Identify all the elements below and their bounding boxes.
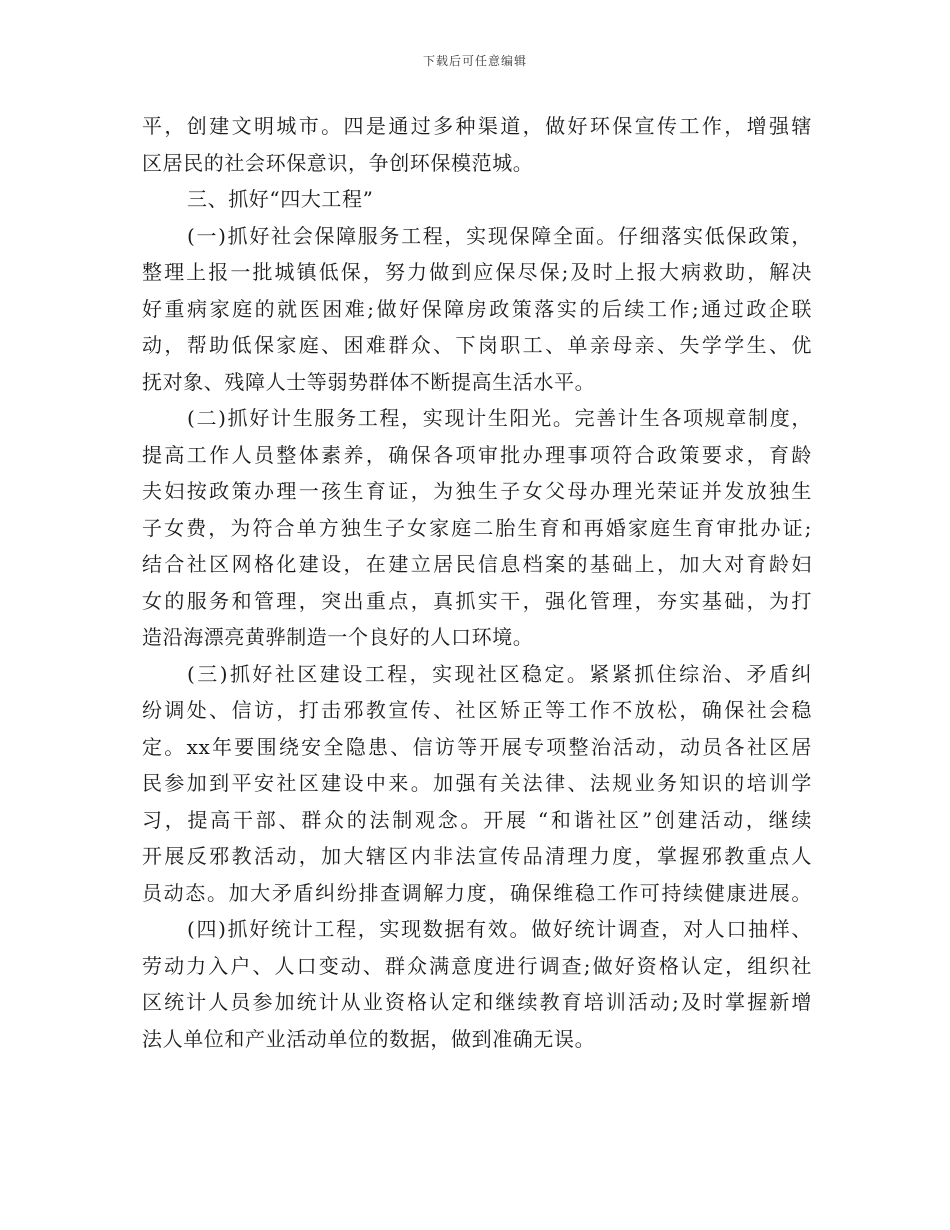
- text-line: 抚对象、残障人士等弱势群体不断提高生活水平。: [142, 369, 596, 394]
- text-line: (三)抓好社区建设工程，实现社区稳定。紧紧抓住综治、矛盾纠: [187, 661, 812, 686]
- text-line: 子女费，为符合单方独生子女家庭二胎生育和再婚家庭生育审批办证;: [142, 515, 812, 540]
- text-line: 好重病家庭的就医困难;做好保障房政策落实的后续工作;通过政企联: [142, 296, 812, 321]
- text-line: (四)抓好统计工程，实现数据有效。做好统计调查，对人口抽样、: [187, 917, 812, 941]
- text-line: 开展反邪教活动，加大辖区内非法宣传品清理力度，掌握邪教重点人: [142, 844, 812, 868]
- text-line: 动，帮助低保家庭、困难群众、下岗职工、单亲母亲、失学学生、优: [142, 333, 812, 357]
- text-line: 习，提高干部、群众的法制观念。开展 “和谐社区”创建活动，继续: [142, 807, 812, 832]
- text-line: 夫妇按政策办理一孩生育证，为独生子女父母办理光荣证并发放独生: [142, 479, 812, 503]
- text-line: 整理上报一批城镇低保，努力做到应保尽保;及时上报大病救助，解决: [142, 260, 812, 284]
- text-line: 女的服务和管理，突出重点，真抓实干，强化管理，夯实基础，为打: [142, 588, 812, 613]
- text-line: 劳动力入户、人口变动、群众满意度进行调查;做好资格认定，组织社: [142, 953, 812, 978]
- document-body: [142, 108, 812, 1057]
- text-line: (一)抓好社会保障服务工程，实现保障全面。仔细落实低保政策，: [187, 223, 812, 248]
- text-line: 结合社区网格化建设，在建立居民信息档案的基础上，加大对育龄妇: [142, 552, 812, 576]
- text-line: (二)抓好计生服务工程，实现计生阳光。完善计生各项规章制度，: [187, 406, 812, 430]
- text-line: 员动态。加大矛盾纠纷排查调解力度，确保维稳工作可持续健康进展。: [142, 880, 812, 905]
- text-line: 平，创建文明城市。四是通过多种渠道，做好环保宣传工作，增强辖: [142, 114, 812, 138]
- text-line: 定。xx年要围绕安全隐患、信访等开展专项整治活动，动员各社区居: [142, 734, 812, 759]
- text-line: 民参加到平安社区建设中来。加强有关法律、法规业务知识的培训学: [142, 771, 812, 795]
- text-line: 区统计人员参加统计从业资格认定和继续教育培训活动;及时掌握新增: [142, 990, 812, 1014]
- page-header: 下载后可任意编辑: [422, 54, 527, 68]
- text-line: 三、抓好“四大工程”: [187, 187, 374, 211]
- text-line: 纷调处、信访，打击邪教宣传、社区矫正等工作不放松，确保社会稳: [142, 698, 812, 722]
- text-line: 法人单位和产业活动单位的数据，做到准确无误。: [142, 1026, 596, 1051]
- text-line: 提高工作人员整体素养，确保各项审批办理事项符合政策要求，育龄: [142, 442, 812, 467]
- text-line: 造沿海漂亮黄骅制造一个良好的人口环境。: [142, 625, 534, 649]
- text-line: 区居民的社会环保意识，争创环保模范城。: [142, 150, 534, 175]
